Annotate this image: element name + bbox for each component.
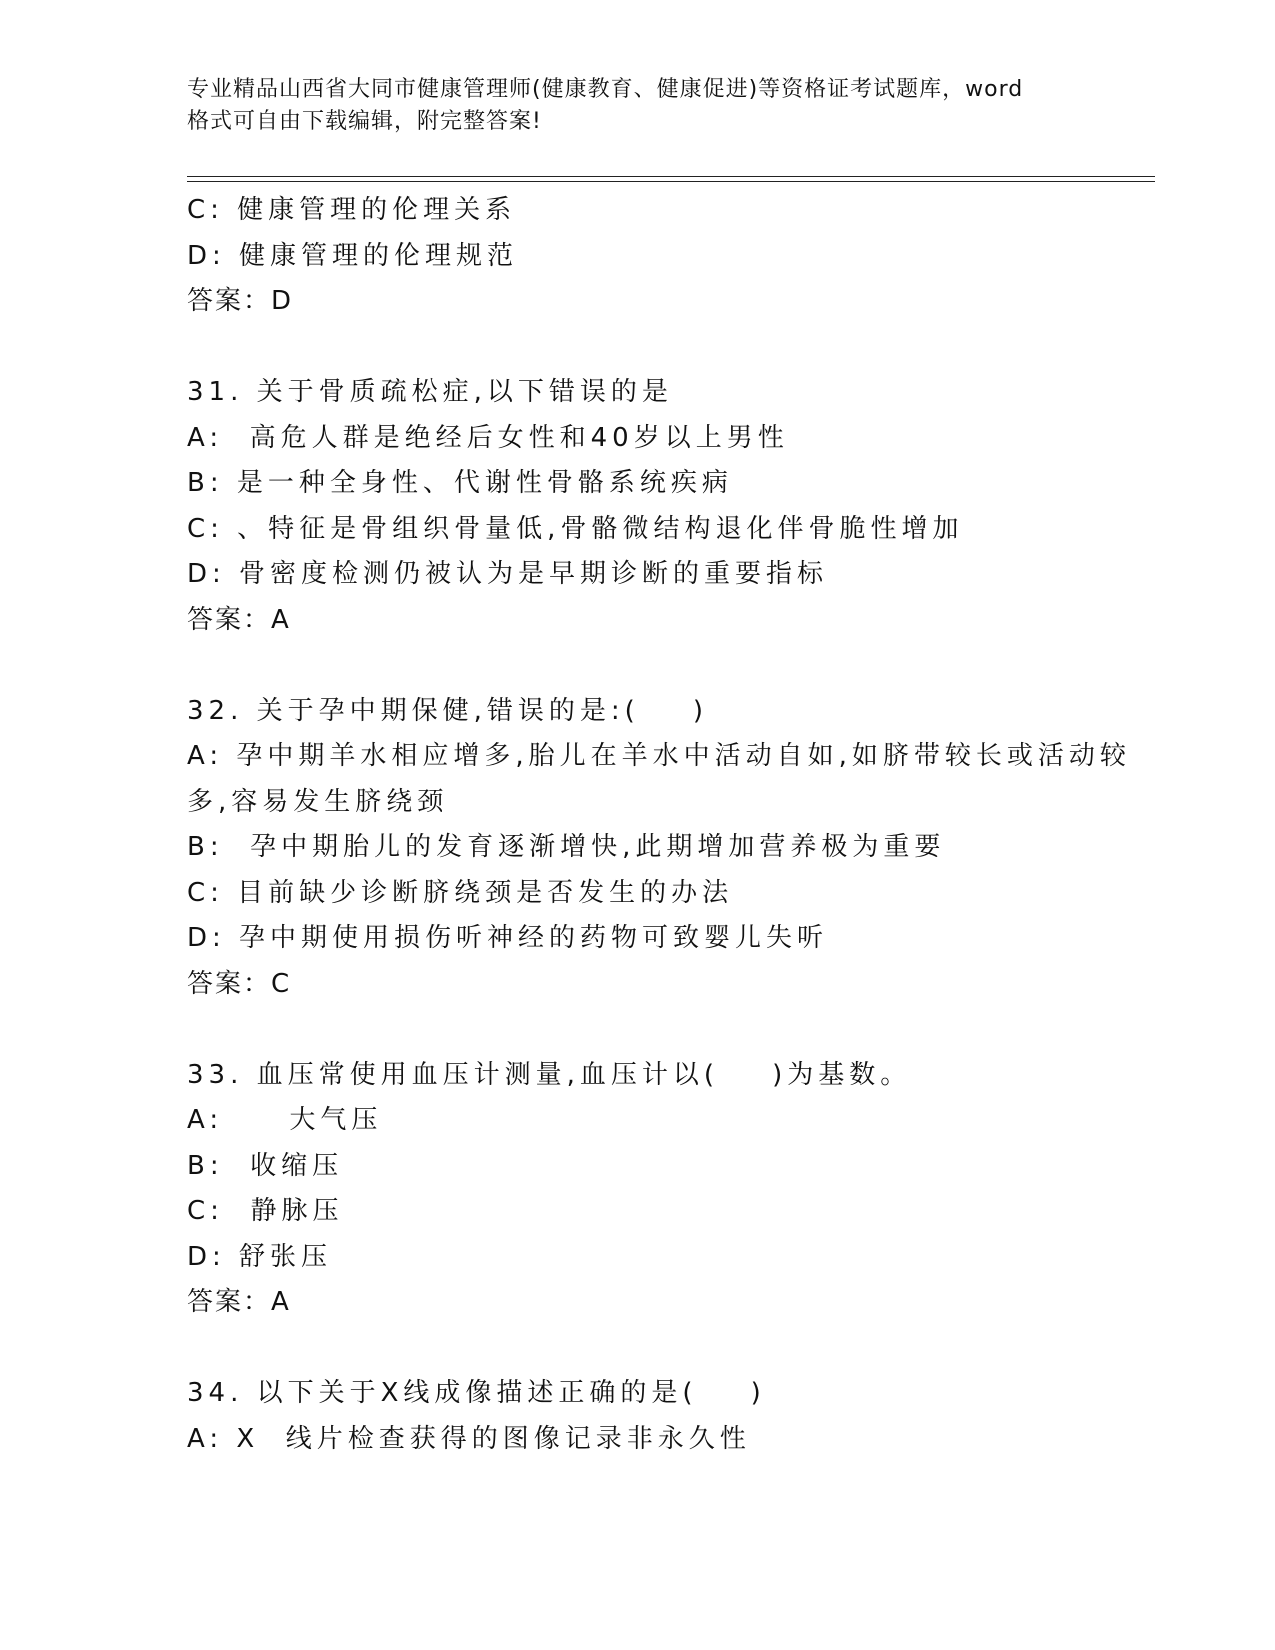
spacer bbox=[187, 325, 1087, 371]
option-a-line-1: A: 孕中期羊水相应增多,胎儿在羊水中活动自如,如脐带较长或活动较 bbox=[187, 741, 1131, 771]
option-c: C: 静脉压 bbox=[187, 1196, 344, 1226]
header-rule-bottom bbox=[187, 181, 1155, 182]
option-b: B: 孕中期胎儿的发育逐渐增快,此期增加营养极为重要 bbox=[187, 832, 946, 862]
answer: 答案：D bbox=[187, 286, 294, 316]
option-a: A: 高危人群是绝经后女性和40岁以上男性 bbox=[187, 422, 789, 453]
option-b: B: 收缩压 bbox=[187, 1150, 344, 1181]
option-c: C: 目前缺少诊断脐绕颈是否发生的办法 bbox=[187, 877, 734, 908]
answer: 答案：A bbox=[187, 1287, 291, 1317]
option-d: D: 健康管理的伦理规范 bbox=[187, 240, 519, 271]
option-c: C: 健康管理的伦理关系 bbox=[187, 195, 517, 225]
page-header bbox=[187, 74, 1087, 138]
question-block-30 bbox=[187, 188, 1087, 325]
question-block-34 bbox=[187, 1371, 1087, 1462]
header-line-2: 格式可自由下载编辑，附完整答案! bbox=[187, 109, 542, 134]
option-c: C: 、特征是骨组织骨量低,骨骼微结构退化伴骨脆性增加 bbox=[187, 513, 964, 544]
option-d: D: 孕中期使用损伤听神经的药物可致婴儿失听 bbox=[187, 923, 829, 953]
option-d: D: 舒张压 bbox=[187, 1241, 333, 1272]
option-a-line-2: 多,容易发生脐绕颈 bbox=[187, 786, 449, 817]
question-text: 33. 血压常使用血压计测量,血压计以( )为基数。 bbox=[187, 1059, 912, 1090]
spacer bbox=[187, 643, 1087, 689]
spacer bbox=[187, 1326, 1087, 1372]
question-block-31 bbox=[187, 370, 1087, 643]
option-b: B: 是一种全身性、代谢性骨骼系统疾病 bbox=[187, 468, 733, 498]
answer: 答案：A bbox=[187, 604, 291, 635]
question-block-32 bbox=[187, 689, 1131, 1008]
question-block-33 bbox=[187, 1053, 1087, 1326]
question-list bbox=[187, 188, 1131, 1462]
option-a: A: 大气压 bbox=[187, 1105, 383, 1135]
option-d: D: 骨密度检测仍被认为是早期诊断的重要指标 bbox=[187, 559, 829, 589]
option-a: A: X 线片检查获得的图像记录非永久性 bbox=[187, 1423, 751, 1454]
header-rule-top bbox=[187, 176, 1155, 177]
answer: 答案：C bbox=[187, 968, 292, 999]
question-text: 32. 关于孕中期保健,错误的是:( ) bbox=[187, 695, 708, 726]
question-text: 31. 关于骨质疏松症,以下错误的是 bbox=[187, 377, 673, 407]
spacer bbox=[187, 1007, 1087, 1053]
header-line-1: 专业精品山西省大同市健康管理师(健康教育、健康促进)等资格证考试题库，word bbox=[187, 77, 1024, 102]
question-text: 34. 以下关于X线成像描述正确的是( ) bbox=[187, 1378, 766, 1408]
